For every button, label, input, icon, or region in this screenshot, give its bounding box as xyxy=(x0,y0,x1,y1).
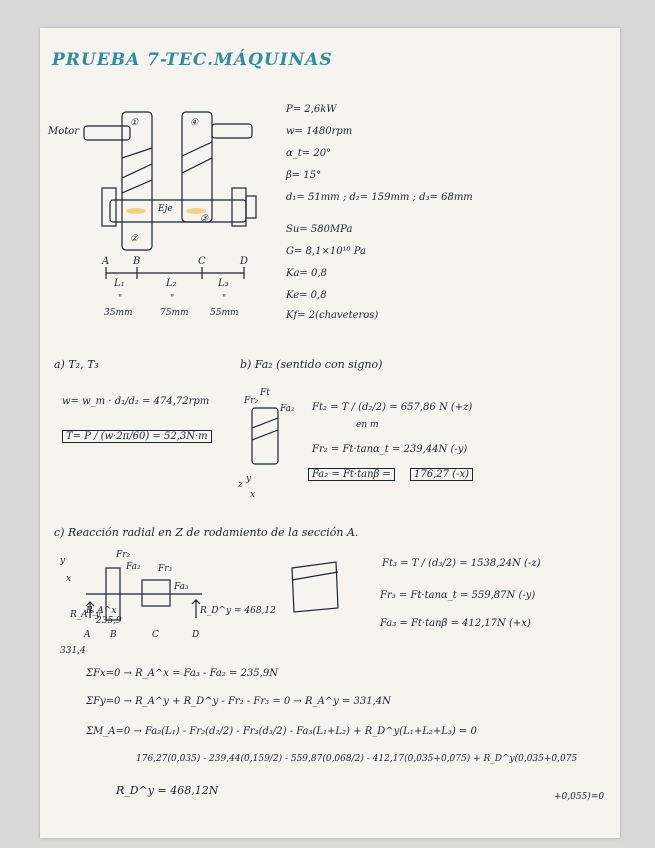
point-d: D xyxy=(240,256,249,267)
part-c-fr3-equation: Fr₃ = Ft·tanα_t = 559,87N (-y) xyxy=(380,590,536,601)
given-helix-angle: β= 15° xyxy=(286,170,322,181)
fbd-label-fr2: Fr₂ xyxy=(116,550,131,560)
length-l1: L₁ xyxy=(114,278,125,289)
length-value-1: 35mm xyxy=(104,308,133,318)
final-result: R_D^y = 468,12N xyxy=(116,784,219,797)
ditto-1: " xyxy=(118,294,123,304)
part-c-ft3-equation: Ft₃ = T / (d₃/2) = 1538,24N (-z) xyxy=(382,558,541,569)
gear-number-2: ② xyxy=(130,234,139,244)
axis-x: x xyxy=(250,490,256,500)
part-b-fa-result: 176,27 (-x) xyxy=(410,468,473,481)
axis-z: z xyxy=(238,480,243,490)
fbd-label-fa3: Fa₃ xyxy=(174,582,189,592)
length-value-3: 55mm xyxy=(210,308,239,318)
part-a-torque-equation: T= P / (w·2π/60) = 52,3N·m xyxy=(62,430,212,443)
length-l3: L₃ xyxy=(218,278,229,289)
sum-fy-equation: ΣFy=0 → R_A^y + R_D^y - Fr₂ - Fr₃ = 0 → R_A^y = 331,4N xyxy=(86,696,391,707)
gear-number-3: ③ xyxy=(200,214,209,224)
fbd-point-d: D xyxy=(192,630,200,640)
given-diameters: d₁= 51mm ; d₂= 159mm ; d₃= 68mm xyxy=(286,192,473,203)
page-title: PRUEBA 7-TEC.MÁQUINAS xyxy=(52,50,333,70)
part-b-label: b) Fa₂ (sentido con signo) xyxy=(240,358,383,371)
gear-number-1: ① xyxy=(130,118,139,128)
point-b: B xyxy=(133,256,141,267)
ditto-3: " xyxy=(222,294,227,304)
fbd-point-c: C xyxy=(152,630,159,640)
length-l2: L₂ xyxy=(166,278,177,289)
fbd-label-rdy: R_D^y = 468,12 xyxy=(200,606,276,616)
given-ke: Ke= 0,8 xyxy=(286,290,327,301)
notebook-page xyxy=(40,28,620,838)
given-kf: Kf= 2(chaveteros) xyxy=(286,310,379,321)
fbd-axis-y: y xyxy=(60,556,66,566)
part-b-ft-note: en m xyxy=(356,420,379,430)
fbd-label-fa2: Fa₂ xyxy=(126,562,141,572)
moment-substitution-line-2: +0,055)=0 xyxy=(554,792,605,802)
fbd-label-235: 235,9 xyxy=(96,616,122,626)
motor-label: Motor xyxy=(48,126,80,137)
fbd-axis-x: x xyxy=(66,574,72,584)
given-g: G= 8,1×10¹⁰ Pa xyxy=(286,246,366,257)
fbd-point-a: A xyxy=(84,630,91,640)
shaft-label: Eje xyxy=(158,204,173,214)
part-c-fa3-equation: Fa₃ = Ft·tanβ = 412,17N (+x) xyxy=(380,618,531,629)
given-ka: Ka= 0,8 xyxy=(286,268,327,279)
sketch-label-ft: Ft xyxy=(260,388,270,398)
point-a: A xyxy=(102,256,110,267)
length-value-2: 75mm xyxy=(160,308,189,318)
part-b-fr-equation: Fr₂ = Ft·tanα_t = 239,44N (-y) xyxy=(312,444,468,455)
part-a-speed-equation: w= w_m · d₁/d₂ = 474,72rpm xyxy=(62,396,210,407)
given-speed: w= 1480rpm xyxy=(286,126,353,137)
fbd-label-331: 331,4 xyxy=(60,646,86,656)
moment-substitution-line: 176,27(0,035) - 239,44(0,159/2) - 559,87(0,068/2) - 412,17(0,035+0,075) + R_D^y(0,035+0,075 xyxy=(136,754,578,764)
gear-number-4: ④ xyxy=(190,118,199,128)
part-b-fa-equation-left: Fa₂ = Ft·tanβ = xyxy=(308,468,395,481)
fbd-label-ray: R_A^y xyxy=(70,610,101,620)
sum-ma-equation: ΣM_A=0 → Fa₂(L₁) - Fr₂(d₂/2) - Fr₃(d₃/2) - Fa₃(L₁+L₂) + R_D^y(L₁+L₂+L₃) = 0 xyxy=(86,726,477,737)
sketch-label-fr2: Fr₂ xyxy=(244,396,259,406)
fbd-label-fr3: Fr₃ xyxy=(158,564,173,574)
fbd-point-b: B xyxy=(110,630,117,640)
given-su: Su= 580MPa xyxy=(286,224,353,235)
given-power: P= 2,6kW xyxy=(286,104,337,115)
fbd-label-rax: R_A^x xyxy=(86,606,117,616)
ditto-2: " xyxy=(170,294,175,304)
part-b-ft-equation: Ft₂ = T / (d₂/2) = 657,86 N (+z) xyxy=(312,402,473,413)
given-pressure-angle: α_t= 20° xyxy=(286,148,332,159)
part-a-label: a) T₂, T₃ xyxy=(54,358,99,371)
axis-y: y xyxy=(246,474,252,484)
point-c: C xyxy=(198,256,206,267)
sum-fx-equation: ΣFx=0 → R_A^x = Fa₃ - Fa₂ = 235,9N xyxy=(86,668,278,679)
part-c-label: c) Reacción radial en Z de rodamiento de la sección A. xyxy=(54,526,359,539)
sketch-label-fa2: Fa₂ xyxy=(280,404,295,414)
